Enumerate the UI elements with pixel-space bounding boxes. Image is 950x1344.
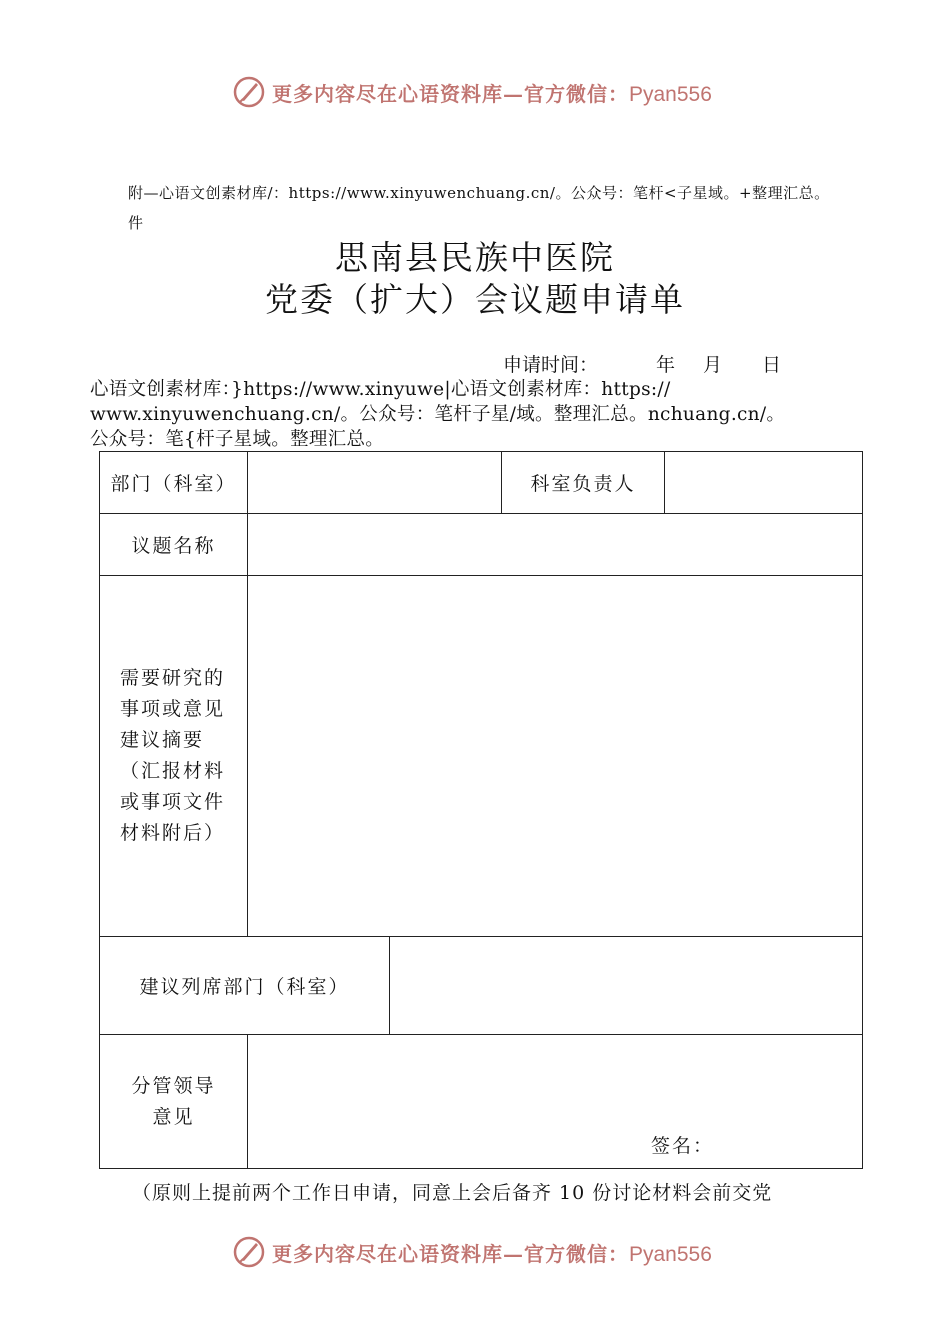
summary-label-line: 需要研究的 bbox=[120, 667, 226, 689]
department-head-label: 科室负责人 bbox=[502, 452, 665, 514]
date-month: 月 bbox=[703, 354, 723, 376]
summary-field[interactable] bbox=[248, 576, 863, 937]
summary-label-line: 或事项文件 bbox=[120, 791, 226, 813]
summary-label-line: 建议摘要 bbox=[120, 729, 205, 751]
overlay-line-1: 心语文创素材库：}https://www.xinyuwe|心语文创素材库：https:// bbox=[90, 379, 671, 400]
application-form-table bbox=[99, 451, 863, 1169]
leader-label-line: 意见 bbox=[152, 1105, 195, 1128]
leader-opinion-field[interactable] bbox=[248, 1035, 863, 1169]
overlay-line-2: www.xinyuwenchuang.cn/。公众号：笔杆子星/域。整理汇总。nchuang.cn/。 bbox=[90, 404, 786, 425]
attachment-text-2: 件 bbox=[128, 214, 144, 232]
date-label: 申请时间： bbox=[503, 354, 599, 376]
quill-logo-icon bbox=[232, 75, 266, 109]
watermark-text: 更多内容尽在心语资料库—官方微信：Pyan556 bbox=[272, 1241, 712, 1266]
leader-opinion-label bbox=[100, 1035, 248, 1169]
overlay-line-3: 公众号：笔{杆子星域。整理汇总。 bbox=[90, 429, 385, 450]
application-date bbox=[503, 350, 781, 377]
attachment-text: 附—心语文创素材库/：https://www.xinyuwenchuang.cn/。公众号：笔杆<子星域。+整理汇总。 bbox=[128, 184, 830, 202]
watermark-text: 更多内容尽在心语资料库—官方微信：Pyan556 bbox=[272, 81, 712, 106]
attend-departments-label: 建议列席部门（科室） bbox=[100, 937, 390, 1035]
attachment-line bbox=[128, 178, 888, 238]
footnote: （原则上提前两个工作日申请，同意上会后备齐 10 份讨论材料会前交党 bbox=[132, 1182, 773, 1204]
topic-field[interactable] bbox=[248, 514, 863, 576]
summary-label-line: 材料附后） bbox=[120, 822, 226, 844]
summary-label-line: 事项或意见 bbox=[120, 698, 226, 720]
date-day: 日 bbox=[762, 354, 782, 376]
summary-label bbox=[100, 576, 248, 937]
quill-logo-icon bbox=[232, 1235, 266, 1269]
department-label: 部门（科室） bbox=[100, 452, 248, 514]
document-title-line2: 党委（扩大）会议题申请单 bbox=[265, 280, 685, 319]
department-head-field[interactable] bbox=[665, 452, 863, 514]
watermark-top bbox=[232, 74, 712, 110]
leader-label-line: 分管领导 bbox=[131, 1074, 216, 1097]
overlay-text bbox=[90, 377, 910, 452]
topic-label: 议题名称 bbox=[100, 514, 248, 576]
summary-label-line: （汇报材料 bbox=[120, 760, 226, 782]
document-title-line1: 思南县民族中医院 bbox=[335, 238, 615, 277]
watermark-bottom bbox=[232, 1234, 712, 1270]
attend-departments-field[interactable] bbox=[390, 937, 863, 1035]
signature-label: 签名： bbox=[650, 1135, 714, 1157]
department-field[interactable] bbox=[248, 452, 502, 514]
date-year: 年 bbox=[656, 354, 676, 376]
